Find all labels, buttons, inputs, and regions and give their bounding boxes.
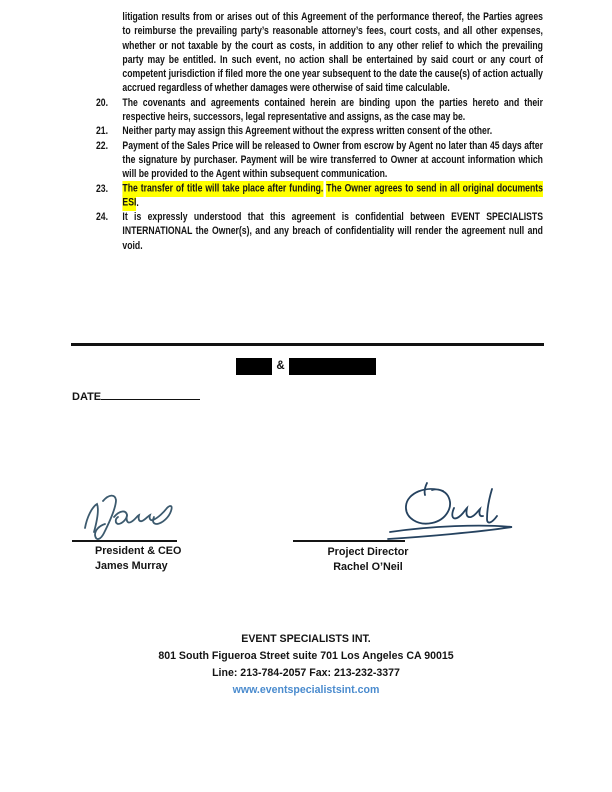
james-murray-signature-ink	[72, 486, 182, 546]
signature-line-left	[72, 540, 177, 542]
redaction-box-left-icon	[236, 358, 272, 375]
signatory-left-name: James Murray	[95, 560, 168, 572]
signatory-right-title: Project Director	[327, 546, 409, 558]
signatory-right-name: Rachel O’Neil	[333, 561, 403, 573]
clause-number: 22.	[96, 139, 109, 152]
clause-number: 20.	[96, 96, 109, 109]
date-label: DATE	[72, 391, 102, 403]
ampersand-text: &	[276, 359, 285, 372]
redacted-party-line	[0, 357, 612, 375]
date-blank-line	[101, 388, 200, 400]
numbered-clause-list	[96, 96, 543, 253]
agreement-body	[96, 10, 543, 253]
clause-item	[96, 210, 543, 253]
clause-text: The transfer of title will take place after funding. The Owner agrees to send in all original documents ESI.	[122, 182, 543, 211]
clause-text: Payment of the Sales Price will be released to Owner from escrow by Agent no later than 45 days after the signature by purchaser. Payment will be wire transferred to Owner at account information which will be provided to the Agent within subsequent communication.	[122, 139, 543, 181]
clause-continuation-paragraph: litigation results from or arises out of this Agreement of the performance thereof, the Parties agrees to reimburse the prevailing party’s reasonable attorney’s fees, court costs, and all other expenses, whether or not taxable by the court as costs, in addition to any other relief to which the prevailing party may be entitled. In such event, no action shall be entertained by said court or any court of competent jurisdiction if filed more the one year subsequent to the date the cause(s) of action actually accrued regardless of whether damages were otherwise of said time calculable.	[122, 11, 543, 95]
footer-address: 801 South Figueroa Street suite 701 Los Angeles CA 90015	[158, 650, 454, 662]
clause-item	[96, 96, 543, 125]
signatory-left-title: President & CEO	[95, 545, 182, 557]
footer-website-link[interactable]: www.eventspecialistsint.com	[232, 684, 380, 696]
highlighted-text: The Owner agrees to send in all original documents ESI	[122, 181, 543, 211]
clause-item	[96, 139, 543, 182]
clause-item	[96, 182, 543, 211]
footer-company-name: EVENT SPECIALISTS INT.	[241, 633, 371, 645]
footer-phone-fax: Line: 213-784-2057 Fax: 213-232-3377	[212, 667, 400, 679]
section-divider-rule	[71, 343, 544, 346]
rachel-oneil-signature-ink	[346, 482, 518, 544]
signature-line-right	[293, 540, 405, 542]
clause-text: The covenants and agreements contained herein are binding upon the parties hereto and their respective heirs, successors, legal representative and assigns, as the case may be.	[122, 96, 543, 124]
signatory-right	[294, 545, 442, 575]
highlighted-text: The transfer of title will take place after funding.	[122, 181, 323, 197]
signatory-left	[95, 544, 181, 574]
redaction-box-right-icon	[289, 358, 376, 375]
clause-item	[96, 124, 543, 138]
clause-number: 21.	[96, 125, 109, 138]
clause-text: It is expressly understood that this agreement is confidential between EVENT SPECIALISTS INTERNATIONAL the Owner(s), and any breach of confidentiality will render the agreement null and void.	[122, 211, 543, 252]
clause-text: Neither party may assign this Agreement without the express written consent of the other.	[122, 125, 493, 138]
clause-number: 23.	[96, 182, 109, 195]
date-line	[72, 388, 200, 403]
company-footer	[0, 631, 612, 699]
clause-number: 24.	[96, 211, 109, 224]
